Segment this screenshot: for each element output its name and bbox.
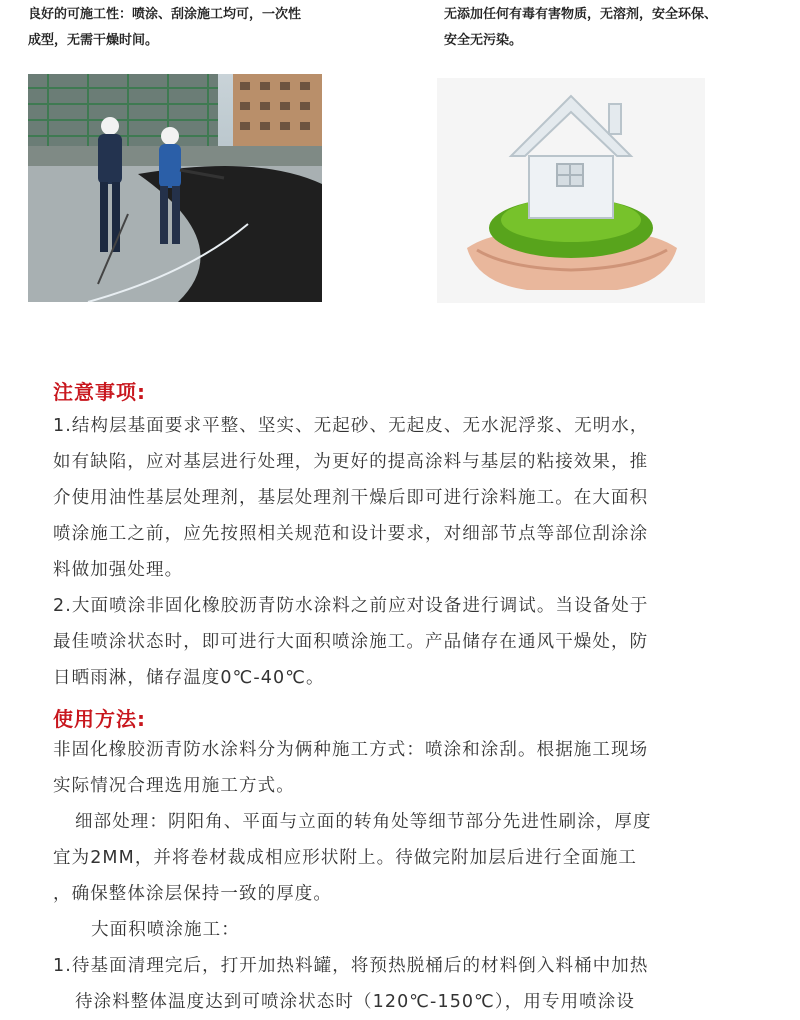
- feature-line: 成型，无需干燥时间。: [28, 33, 159, 48]
- notes-line: 2.大面喷涂非固化橡胶沥青防水涂料之前应对设备进行调试。当设备处于: [53, 596, 649, 616]
- feature-eco: [444, 2, 794, 54]
- usage-title: 使用方法:: [53, 707, 146, 731]
- notes-line: 料做加强处理。: [53, 560, 184, 580]
- eco-house-photo: [437, 78, 705, 303]
- usage-body: [53, 732, 753, 1020]
- feature-workability: [28, 2, 398, 54]
- usage-line: 非固化橡胶沥青防水涂料分为俩种施工方式：喷涂和涂刮。根据施工现场: [53, 740, 649, 760]
- notes-body: [53, 408, 753, 696]
- usage-line: 1.待基面清理完后，打开加热料罐，将预热脱桶后的材料倒入料桶中加热: [53, 956, 649, 976]
- usage-line: 实际情况合理选用施工方式。: [53, 776, 295, 796]
- eco-house-illustration: [437, 78, 705, 303]
- usage-line: ，确保整体涂层保持一致的厚度。: [53, 884, 332, 904]
- usage-line: 细部处理：阴阳角、平面与立面的转角处等细节部分先进性刷涂，厚度: [75, 812, 652, 832]
- notes-line: 1.结构层基面要求平整、坚实、无起砂、无起皮、无水泥浮浆、无明水，: [53, 416, 649, 436]
- spraying-workers-photo: [28, 74, 322, 302]
- usage-line: 宜为2MM，并将卷材裁成相应形状附上。待做完附加层后进行全面施工: [53, 848, 638, 868]
- usage-line: 大面积喷涂施工：: [91, 920, 240, 940]
- usage-line: 待涂料整体温度达到可喷涂状态时（120℃-150℃），用专用喷涂设: [75, 992, 635, 1012]
- feature-line: 无添加任何有毒有害物质，无溶剂，安全环保、: [444, 7, 718, 22]
- notes-line: 最佳喷涂状态时，即可进行大面积喷涂施工。产品储存在通风干燥处，防: [53, 632, 649, 652]
- notes-line: 喷涂施工之前，应先按照相关规范和设计要求，对细部节点等部位刮涂涂: [53, 524, 649, 544]
- notes-line: 如有缺陷，应对基层进行处理，为更好的提高涂料与基层的粘接效果，推: [53, 452, 649, 472]
- notes-line: 日晒雨淋，储存温度0℃-40℃。: [53, 668, 325, 688]
- spraying-workers-illustration: [28, 74, 322, 302]
- feature-line: 良好的可施工性：喷涂、刮涂施工均可，一次性: [28, 7, 302, 22]
- notes-title: 注意事项:: [53, 380, 146, 404]
- notes-line: 介使用油性基层处理剂，基层处理剂干燥后即可进行涂料施工。在大面积: [53, 488, 649, 508]
- feature-line: 安全无污染。: [444, 33, 523, 48]
